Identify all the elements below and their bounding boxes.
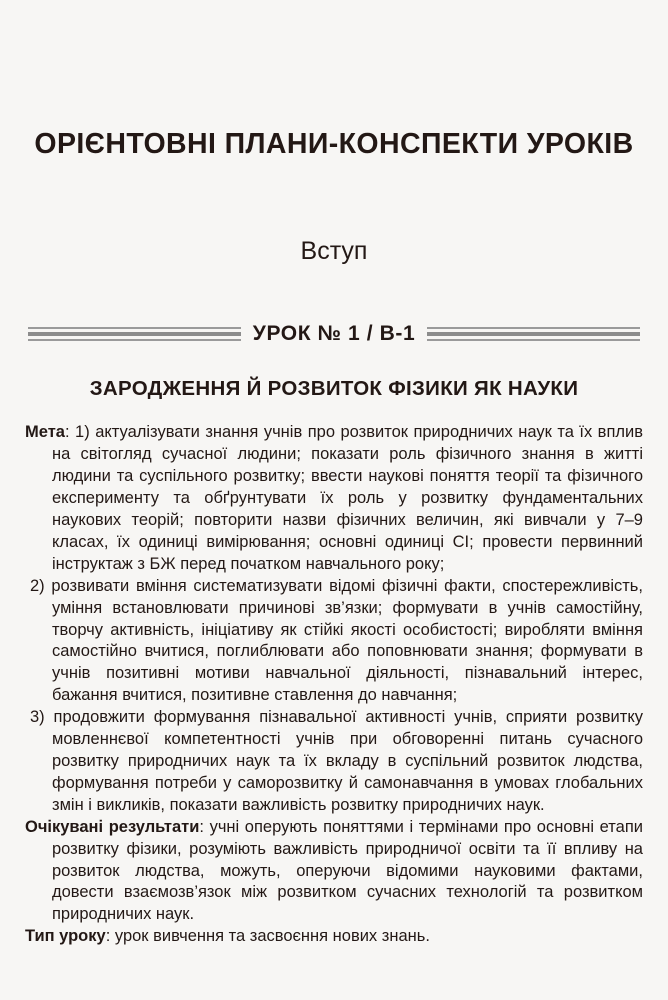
goal-label: Мета: [25, 423, 65, 442]
divider-rule: [427, 332, 640, 336]
lesson-divider: [25, 266, 643, 346]
goal-item-3: [30, 707, 643, 817]
lesson-type-label: Тип уроку: [25, 927, 106, 946]
expected-results-separator: :: [199, 817, 210, 836]
lesson-heading: ЗАРОДЖЕННЯ Й РОЗВИТОК ФІЗИКИ ЯК НАУКИ: [89, 376, 579, 400]
goal-item-marker: 3): [30, 708, 45, 727]
goal-separator: :: [64, 423, 76, 442]
document-subtitle: Вступ: [300, 237, 368, 266]
goal-item-text: актуалізувати знання учнів про розвиток природничих наук та їх вплив на світогляд сучасної людини; показати роль фізичного знання в житті людини та суспільного розвитку; ввести наукові поняття теорії та фізичного експерименту та обґрунтувати їх роль у розвитку фундаментальних наукових теорій; повторити назви фізичних величин, які вивчали у 7–9 класах, їх одиниці вимірювання; основні одиниці СІ; провести первинний інструктаж з БЖ перед початком навчального року;: [52, 423, 643, 573]
divider-rule: [28, 327, 241, 329]
goal-item-2: [30, 576, 643, 707]
page-title: ОРІЄНТОВНІ ПЛАНИ-КОНСПЕКТИ УРОКІВ: [34, 128, 634, 160]
lesson-type-separator: :: [105, 927, 115, 946]
divider-rule: [28, 332, 241, 336]
expected-results-label: Очікувані результати: [25, 817, 200, 836]
expected-results-block: [25, 817, 643, 927]
lesson-type-paragraph: [25, 926, 643, 948]
lesson-type-text: урок вивчення та засвоєння нових знань.: [114, 927, 430, 946]
divider-rule: [427, 327, 640, 329]
lesson-number-label: УРОК № 1 / В-1: [252, 321, 416, 345]
divider-rule: [427, 339, 640, 341]
lesson-body: [25, 400, 643, 948]
divider-rule: [28, 339, 241, 341]
divider-rules-right: [427, 325, 640, 342]
goal-item-marker: 2): [30, 576, 45, 595]
lesson-type-block: [25, 926, 643, 948]
goal-block: [25, 707, 643, 817]
goal-block: [25, 576, 643, 707]
goal-item-marker: 1): [75, 423, 90, 442]
expected-results-text: учні оперують поняттями і термінами про основні етапи розвитку фізики, розуміють важливість природничої освіти та її впливу на розвиток людства, можуть, оперуючи відомими науковими фактами, довести взаємозв’язок між розвитком сучасних технологій та розвитком природничих наук.: [52, 817, 643, 924]
goal-block: [25, 422, 643, 575]
goal-item-text: розвивати вміння систематизувати відомі фізичні факти, спостережливість, уміння встановлювати причинові зв’язки; формувати в учнів самостійну, творчу активність, ініціативу як стійкі якості особистості; виробляти вміння самостійно вчитися, поглиблювати або поповнювати знання; формувати в учнів позитивні мотиви навчальної діяльності, пізнавальний інтерес, бажання вчитися, позитивне ставлення до навчання;: [51, 576, 643, 705]
goal-item-space: [45, 708, 54, 726]
divider-rules-left: [28, 325, 241, 342]
goal-item-text: продовжити формування пізнавальної активності учнів, сприяти розвитку мовленнєвої компетентності учнів при обговоренні питань сучасного розвитку природничих наук та їх вкладу в суспільний розвиток людства, формування потреби у саморозвитку й самонавчання в умовах глобальних змін і викликів, показати важливість розвитку природничих наук.: [52, 708, 643, 814]
expected-results-paragraph: [25, 817, 643, 927]
goal-item-1: [25, 422, 643, 575]
